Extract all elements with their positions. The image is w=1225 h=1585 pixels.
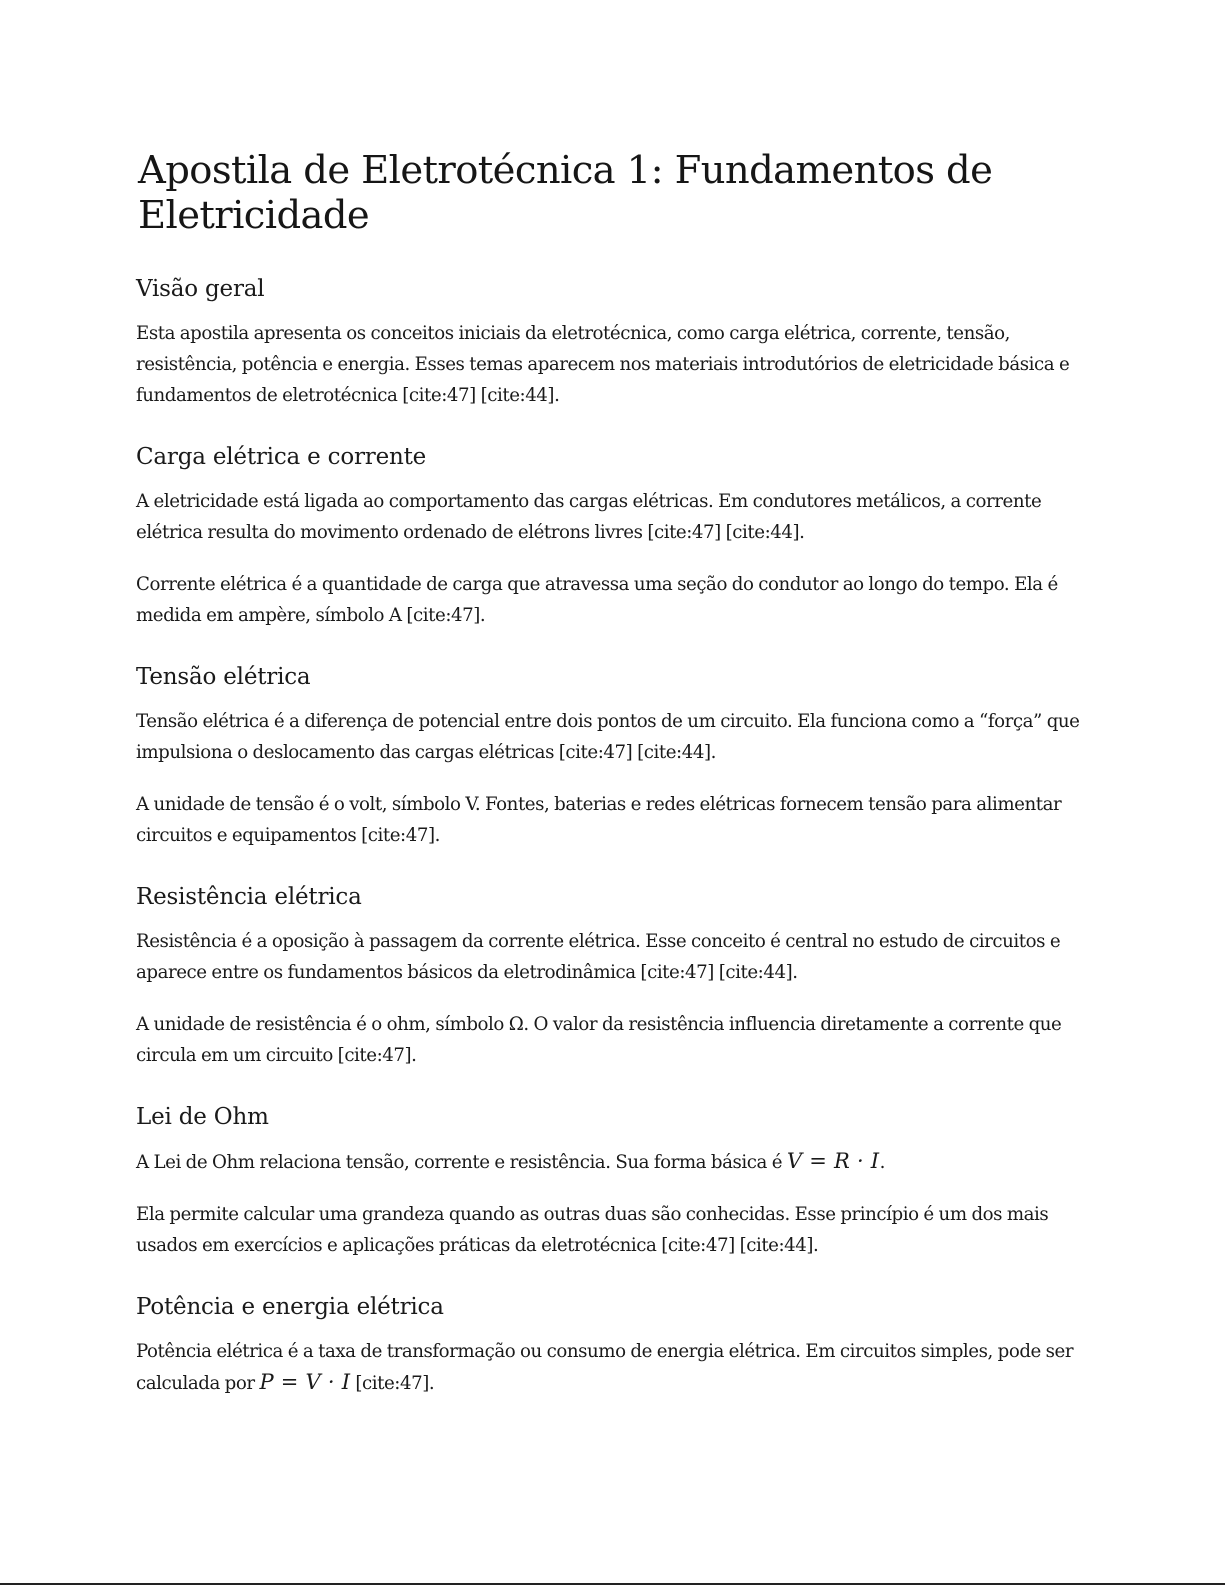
formula-end-text: .: [879, 1152, 885, 1173]
paragraph: A unidade de resistência é o ohm, símbolo Ω. O valor da resistência influencia diretamente a corrente que circula em um circuito [cite:47].: [136, 1014, 1062, 1066]
power-intro-text: Potência elétrica é a taxa de transformação ou consumo de energia elétrica. Em circuitos simples, pode ser calculada por: [136, 1341, 1074, 1394]
section-heading-resistencia-eletrica: Resistência elétrica: [136, 884, 362, 910]
paragraph-ohm-formula: [136, 1146, 1086, 1178]
section-heading-tensao-eletrica: Tensão elétrica: [136, 664, 311, 690]
paragraph: A unidade de tensão é o volt, símbolo V. Fontes, baterias e redes elétricas fornecem tensão para alimentar circuitos e equipamentos [cite:47].: [136, 794, 1062, 846]
power-formula: P = V · I: [259, 1370, 351, 1394]
formula-intro-text: A Lei de Ohm relaciona tensão, corrente e resistência. Sua forma básica é: [136, 1152, 787, 1173]
paragraph: Tensão elétrica é a diferença de potencial entre dois pontos de um circuito. Ela funciona como a “força” que impulsiona o deslocamento das cargas elétricas [cite:47] [cite:44].: [136, 711, 1080, 763]
section-heading-visao-geral: Visão geral: [136, 276, 265, 302]
power-end-text: [cite:47].: [350, 1373, 435, 1394]
paragraph: Esta apostila apresenta os conceitos iniciais da eletrotécnica, como carga elétrica, corrente, tensão, resistência, potência e energia. Esses temas aparecem nos materiais introdutórios de eletricidade básica e fundamentos de eletrotécnica [cite:47] [cite:44].: [136, 323, 1070, 406]
ohm-law-formula: V = R · I: [786, 1149, 880, 1173]
document-page: [136, 148, 1086, 1399]
paragraph: Ela permite calcular uma grandeza quando as outras duas são conhecidas. Esse princípio é um dos mais usados em exercícios e aplicações práticas da eletrotécnica [cite:47] [cite:44].: [136, 1204, 1049, 1256]
paragraph-power-formula: [136, 1336, 1086, 1399]
paragraph: Resistência é a oposição à passagem da corrente elétrica. Esse conceito é central no estudo de circuitos e aparece entre os fundamentos básicos da eletrodinâmica [cite:47] [cite:44].: [136, 931, 1061, 983]
section-heading-lei-de-ohm: Lei de Ohm: [136, 1104, 269, 1130]
paragraph: A eletricidade está ligada ao comportamento das cargas elétricas. Em condutores metálicos, a corrente elétrica resulta do movimento ordenado de elétrons livres [cite:47] [cite:44].: [136, 491, 1042, 543]
section-heading-carga-eletrica: Carga elétrica e corrente: [136, 444, 427, 470]
section-heading-potencia-energia: Potência e energia elétrica: [136, 1294, 444, 1320]
paragraph: Corrente elétrica é a quantidade de carga que atravessa uma seção do condutor ao longo do tempo. Ela é medida em ampère, símbolo A [cite:47].: [136, 574, 1058, 626]
document-title: Apostila de Eletrotécnica 1: Fundamentos de Eletricidade: [138, 148, 993, 238]
